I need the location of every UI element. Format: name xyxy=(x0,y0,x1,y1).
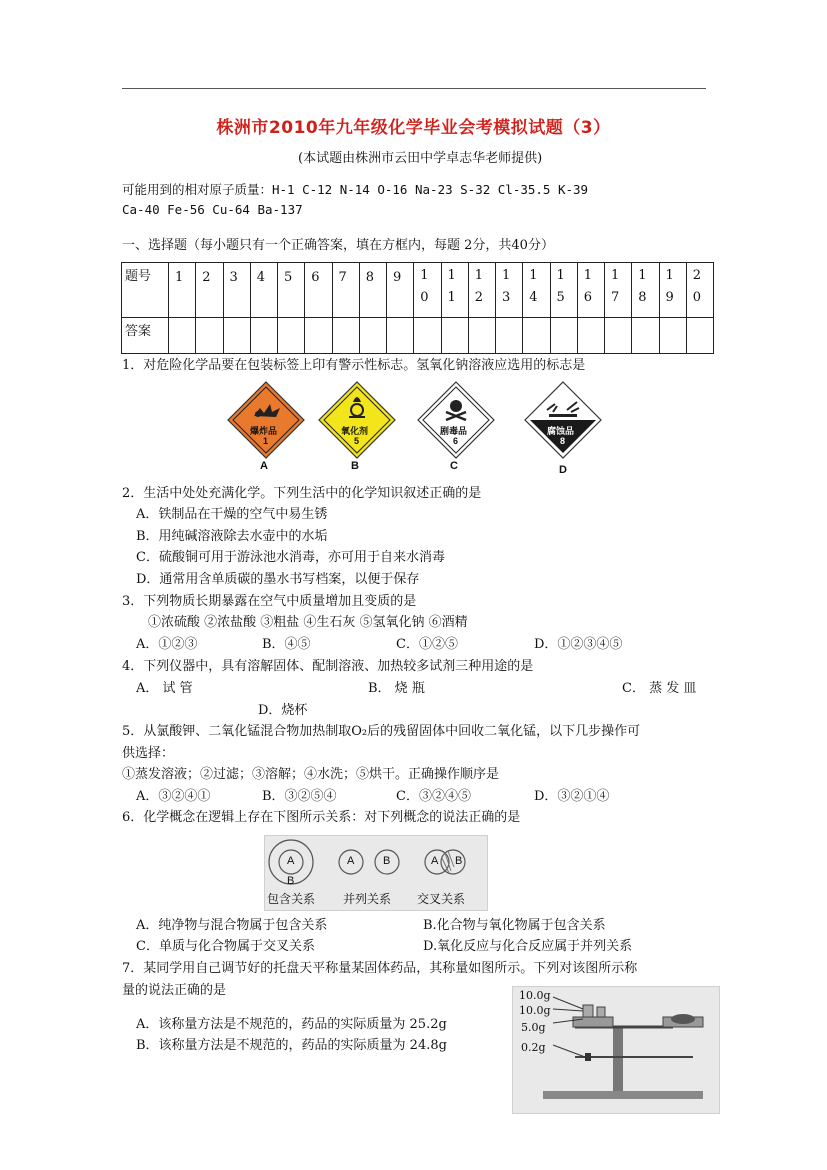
circle-a-label-3: A xyxy=(431,855,439,867)
section-heading: 一、选择题（每小题只有一个正确答案，填在方框内，每题 2分，共40分） xyxy=(122,238,554,253)
digit: 8 xyxy=(638,290,647,305)
q3-items: ①浓硫酸 ②浓盐酸 ③粗盐 ④生石灰 ⑤氢氧化钠 ⑥酒精 xyxy=(148,615,468,630)
question-number: 5 xyxy=(284,270,293,285)
question-number xyxy=(469,263,495,309)
digit: 0 xyxy=(420,290,429,305)
answer-cell[interactable] xyxy=(278,318,305,354)
question-number: 1 xyxy=(175,270,184,285)
concept-relation-diagram xyxy=(264,835,488,911)
question-number-cell xyxy=(577,263,604,318)
answer-cell[interactable] xyxy=(332,318,359,354)
sign-b-num: 5 xyxy=(354,436,360,446)
atomic-masses-line2: Ca-40 Fe-56 Cu-64 Ba-137 xyxy=(122,202,303,217)
question-number xyxy=(578,263,604,309)
digit: 9 xyxy=(665,290,674,305)
question-number-cell xyxy=(169,263,196,318)
answer-cell[interactable] xyxy=(468,318,495,354)
q6-option-a[interactable]: A．纯净物与混合物属于包含关系 xyxy=(136,918,328,933)
sign-d-text: 腐蚀品 xyxy=(547,426,575,436)
answer-cell[interactable] xyxy=(605,318,632,354)
question-number-cell xyxy=(414,263,441,318)
q6-option-b[interactable]: B.化合物与氧化物属于包含关系 xyxy=(423,918,606,933)
answer-table-number-row xyxy=(122,263,714,318)
atomic-masses-line1: 可能用到的相对原子质量：H-1 C-12 N-14 O-16 Na-23 S-32 Cl-35.5 K-39 xyxy=(122,182,589,197)
answer-cell[interactable] xyxy=(387,318,414,354)
digit: 1 xyxy=(474,268,484,283)
question-number xyxy=(660,263,686,309)
q5-option-a[interactable]: A．③②④① xyxy=(136,789,211,804)
question-number xyxy=(632,263,658,309)
q7-option-a[interactable]: A．该称量方法是不规范的，药品的实际质量为 25.2g xyxy=(136,1017,447,1032)
balance-image xyxy=(512,986,720,1114)
digit: 7 xyxy=(611,290,620,305)
digit: 1 xyxy=(447,290,456,305)
answer-cell[interactable] xyxy=(659,318,686,354)
question-number-cell xyxy=(332,263,359,318)
q4-option-b[interactable]: B． 烧 瓶 xyxy=(368,681,425,696)
q5-option-b[interactable]: B．③②⑤④ xyxy=(262,789,337,804)
digit: 1 xyxy=(502,268,511,283)
sign-d-num: 8 xyxy=(560,436,566,446)
hazard-sign-a[interactable] xyxy=(226,380,306,470)
q3-stem: 3．下列物质长期暴露在空气中质量增加且变质的是 xyxy=(122,594,417,609)
digit: 1 xyxy=(556,268,565,283)
hazard-sign-c[interactable] xyxy=(416,380,496,470)
question-number-cell xyxy=(250,263,277,318)
question-number: 6 xyxy=(311,270,320,285)
circle-a-label-1: A xyxy=(287,855,295,867)
question-number xyxy=(523,263,549,309)
circle-b-label-2: B xyxy=(383,855,391,867)
label-contains: 包含关系 xyxy=(267,892,316,906)
answer-cell[interactable] xyxy=(359,318,386,354)
circle-b-label-3: B xyxy=(455,855,463,867)
sign-c-letter: C xyxy=(450,460,458,472)
answer-cell[interactable] xyxy=(496,318,523,354)
question-number xyxy=(551,263,577,309)
q3-option-b[interactable]: B．④⑤ xyxy=(262,637,311,652)
corrosive-icon xyxy=(523,380,603,460)
q3-option-a[interactable]: A．①②③ xyxy=(136,637,198,652)
sign-b-letter: B xyxy=(351,460,359,472)
oxidizer-icon xyxy=(317,380,397,460)
page-title: 株洲市2010年九年级化学毕业会考模拟试题（3） xyxy=(216,118,611,138)
weight-label-1: 10.0g xyxy=(519,989,551,1002)
q2-option-c[interactable]: C．硫酸铜可用于游泳池水消毒，亦可用于自来水消毒 xyxy=(136,550,445,565)
question-number-cell xyxy=(632,263,659,318)
question-number-cell xyxy=(659,263,686,318)
q2-option-a[interactable]: A．铁制品在干燥的空气中易生锈 xyxy=(136,507,328,522)
q4-option-a[interactable]: A． 试 管 xyxy=(136,681,193,696)
digit: 2 xyxy=(692,268,702,283)
answer-cell[interactable] xyxy=(414,318,441,354)
sign-b-text: 氧化剂 xyxy=(341,426,369,436)
answer-cell[interactable] xyxy=(223,318,250,354)
q3-option-d[interactable]: D．①②③④⑤ xyxy=(534,637,623,652)
q5-option-c[interactable]: C．③②④⑤ xyxy=(396,789,471,804)
page-subtitle: (本试题由株洲市云田中学卓志华老师提供) xyxy=(298,151,543,166)
hazard-sign-d[interactable] xyxy=(523,380,603,476)
answer-cell[interactable] xyxy=(577,318,604,354)
question-number-cell xyxy=(468,263,495,318)
q4-option-d[interactable]: D．烧杯 xyxy=(258,703,308,718)
digit: 6 xyxy=(583,290,593,305)
q4-option-c[interactable]: C． 蒸 发 皿 xyxy=(622,681,697,696)
digit: 2 xyxy=(474,290,484,305)
question-number-cell xyxy=(441,263,468,318)
answer-cell[interactable] xyxy=(686,318,713,354)
q6-option-d[interactable]: D.氧化反应与化合反应属于并列关系 xyxy=(423,939,633,954)
question-number: 3 xyxy=(229,270,238,285)
answer-cell[interactable] xyxy=(632,318,659,354)
sign-a-text: 爆炸品 xyxy=(250,426,278,436)
answer-table xyxy=(121,262,714,354)
digit: 4 xyxy=(529,290,538,305)
digit: 3 xyxy=(502,290,511,305)
circle-a-label-2: A xyxy=(347,855,355,867)
q5-stem-line1: 5．从氯酸钾、二氧化锰混合物加热制取O₂后的残留固体中回收二氧化锰，以下几步操作可 xyxy=(122,724,641,739)
q5-stem-line2: 供选择： xyxy=(122,746,175,761)
digit: 1 xyxy=(529,268,538,283)
question-number-cell xyxy=(305,263,332,318)
q2-stem: 2．生活中处处充满化学。下列生活中的化学知识叙述正确的是 xyxy=(122,486,482,501)
weight-label-2: 10.0g xyxy=(519,1004,551,1017)
question-number xyxy=(414,263,440,309)
question-number-cell xyxy=(550,263,577,318)
q2-option-b[interactable]: B．用纯碱溶液除去水壶中的水垢 xyxy=(136,529,328,544)
label-intersect: 交叉关系 xyxy=(417,892,466,906)
digit: 1 xyxy=(583,268,593,283)
sign-d-letter: D xyxy=(559,464,567,476)
digit: 5 xyxy=(556,290,565,305)
question-number: 7 xyxy=(338,270,347,285)
q3-option-c[interactable]: C．①②⑤ xyxy=(396,637,458,652)
answer-cell[interactable] xyxy=(523,318,550,354)
question-number-cell xyxy=(686,263,713,318)
label-parallel: 并列关系 xyxy=(343,892,392,906)
question-number-cell xyxy=(523,263,550,318)
header-rule xyxy=(122,88,706,89)
digit: 1 xyxy=(447,268,456,283)
question-number-cell xyxy=(278,263,305,318)
question-number-cell xyxy=(223,263,250,318)
question-number: 2 xyxy=(202,270,211,285)
sign-a-letter: A xyxy=(260,460,268,472)
q6-option-c[interactable]: C．单质与化合物属于交叉关系 xyxy=(136,939,315,954)
weight-label-3: 5.0g xyxy=(521,1021,546,1034)
answer-cell[interactable] xyxy=(196,318,223,354)
q2-option-d[interactable]: D．通常用含单质碳的墨水书写档案，以便于保存 xyxy=(136,572,420,587)
sign-a-num: 1 xyxy=(263,436,269,446)
digit: 0 xyxy=(692,290,702,305)
weight-label-4: 0.2g xyxy=(521,1041,546,1054)
question-number: 8 xyxy=(365,270,375,285)
answer-cell[interactable] xyxy=(305,318,332,354)
explosive-icon xyxy=(226,380,306,460)
skull-crossbones-icon xyxy=(416,380,496,460)
digit: 1 xyxy=(638,268,647,283)
q4-stem: 4．下列仪器中，具有溶解固体、配制溶液、加热较多试剂三种用途的是 xyxy=(122,659,534,674)
circle-b-label-1: B xyxy=(287,875,295,887)
q7-option-b[interactable]: B．该称量方法是不规范的，药品的实际质量为 24.8g xyxy=(136,1038,447,1053)
question-number-cell xyxy=(196,263,223,318)
question-number xyxy=(496,263,522,309)
table-header-answer: 答案 xyxy=(122,318,169,354)
question-number xyxy=(687,263,713,309)
question-number-cell xyxy=(387,263,414,318)
question-number-cell xyxy=(359,263,386,318)
answer-table-answer-row xyxy=(122,318,714,354)
answer-cell[interactable] xyxy=(550,318,577,354)
answer-cell[interactable] xyxy=(441,318,468,354)
q7-stem-line2: 量的说法正确的是 xyxy=(122,983,227,998)
question-number-cell xyxy=(605,263,632,318)
digit: 1 xyxy=(420,268,429,283)
q6-stem: 6．化学概念在逻辑上存在下图所示关系：对下列概念的说法正确的是 xyxy=(122,810,521,825)
answer-cell[interactable] xyxy=(169,318,196,354)
question-number xyxy=(442,263,468,309)
table-header-number: 题号 xyxy=(122,263,169,318)
hazard-sign-b[interactable] xyxy=(317,380,397,470)
q5-steps: ①蒸发溶液；②过滤；③溶解；④水洗；⑤烘干。正确操作顺序是 xyxy=(122,767,500,782)
question-number: 4 xyxy=(256,270,266,285)
question-number: 9 xyxy=(393,270,402,285)
q5-option-d[interactable]: D．③②①④ xyxy=(534,789,610,804)
q7-stem-line1: 7．某同学用自己调节好的托盘天平称量某固体药品，其称量如图所示。下列对该图所示称 xyxy=(122,961,638,976)
digit: 1 xyxy=(611,268,620,283)
digit: 1 xyxy=(665,268,674,283)
question-number-cell xyxy=(496,263,523,318)
question-number xyxy=(605,263,631,309)
q1-stem: 1．对危险化学品要在包装标签上印有警示性标志。氢氧化钠溶液应选用的标志是 xyxy=(122,358,586,373)
answer-cell[interactable] xyxy=(250,318,277,354)
sign-c-text: 剧毒品 xyxy=(440,426,468,436)
sign-c-num: 6 xyxy=(453,436,459,446)
